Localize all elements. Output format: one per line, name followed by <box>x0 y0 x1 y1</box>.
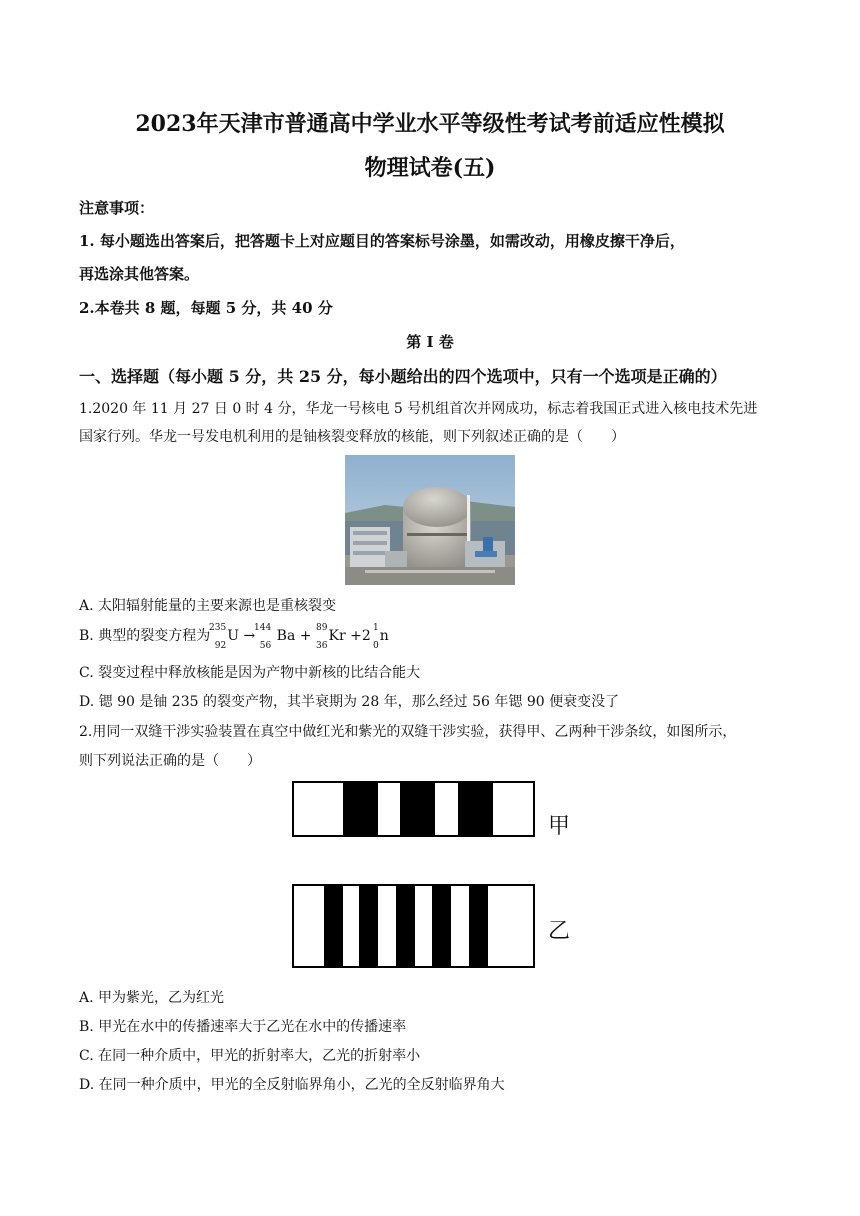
kr-mass-number: 89 <box>316 623 328 633</box>
label-yi: 乙 <box>548 919 571 944</box>
notice-item-1-line1: 1. 每小题选出答案后，把答题卡上对应题目的答案标号涂墨，如需改动，用橡皮擦干净后， <box>79 232 685 250</box>
kr-atomic-number: 36 <box>316 641 328 651</box>
u-atomic-number: 92 <box>214 641 227 651</box>
section-heading: 一、选择题（每小题 5 分，共 25 分，每小题给出的四个选项中，只有一个选项是正确的） <box>79 367 727 386</box>
q2-stem-line1: 2.用同一双缝干涉实验装置在真空中做红光和紫光的双缝干涉实验，获得甲、乙两种干涉条纹，如图所示， <box>79 724 737 740</box>
ba-mass-number: 144 <box>254 623 272 633</box>
n-atomic-number: 0 <box>373 641 379 651</box>
kr-symbol: Kr <box>328 628 346 644</box>
q1-stem-line2: 国家行列。华龙一号发电机利用的是铀核裂变释放的核能，则下列叙述正确的是（ ） <box>79 429 625 445</box>
exam-title-line2: 物理试卷(五) <box>364 155 496 181</box>
notice-item-2: 2.本卷共 8 题，每题 5 分，共 40 分 <box>79 299 333 317</box>
ba-atomic-number: 56 <box>259 641 272 651</box>
q1-option-b <box>79 623 389 651</box>
arrow-symbol: → <box>243 628 256 644</box>
nuclear-plant-photo <box>345 455 515 585</box>
q2-option-c: C. 在同一种介质中，甲光的折射率大，乙光的折射率小 <box>79 1048 421 1064</box>
q2-stem-line2: 则下列说法正确的是（ ） <box>79 753 261 769</box>
n-symbol: n <box>379 628 389 644</box>
fringe-pattern-jia <box>292 781 535 837</box>
fringe-pattern-yi <box>292 884 535 968</box>
ba-symbol: Ba <box>276 628 296 644</box>
q1-option-a: A. 太阳辐射能量的主要来源也是重核裂变 <box>79 598 337 614</box>
u-symbol: U <box>227 628 240 644</box>
label-jia: 甲 <box>548 814 571 839</box>
q1-option-b-prefix: B. 典型的裂变方程为 <box>79 628 211 644</box>
q1-option-c: C. 裂变过程中释放核能是因为产物中新核的比结合能大 <box>79 665 421 681</box>
q2-option-d: D. 在同一种介质中，甲光的全反射临界角小，乙光的全反射临界角大 <box>79 1077 505 1093</box>
q1-stem-line1: 1.2020 年 11 月 27 日 0 时 4 分，华龙一号核电 5 号机组首次并网成功，标志着我国正式进入核电技术先进 <box>79 401 758 417</box>
fission-equation <box>209 623 389 651</box>
notice-heading: 注意事项： <box>79 199 155 217</box>
plus-sign-2: +2 <box>350 628 371 644</box>
n-mass-number: 1 <box>373 623 379 633</box>
q2-option-b: B. 甲光在水中的传播速率大于乙光在水中的传播速率 <box>79 1019 407 1035</box>
notice-item-1-line2: 再选涂其他答案。 <box>79 265 200 283</box>
q1-option-d: D. 锶 90 是铀 235 的裂变产物，其半衰期为 28 年，那么经过 56 年锶 90 便衰变没了 <box>79 694 620 710</box>
volume-heading: 第 I 卷 <box>406 333 454 351</box>
u-mass-number: 235 <box>209 623 227 633</box>
q2-option-a: A. 甲为紫光，乙为红光 <box>79 990 225 1006</box>
exam-title-line1: 2023年天津市普通高中学业水平等级性考试考前适应性模拟 <box>135 111 725 137</box>
plus-sign-1: + <box>299 628 312 644</box>
